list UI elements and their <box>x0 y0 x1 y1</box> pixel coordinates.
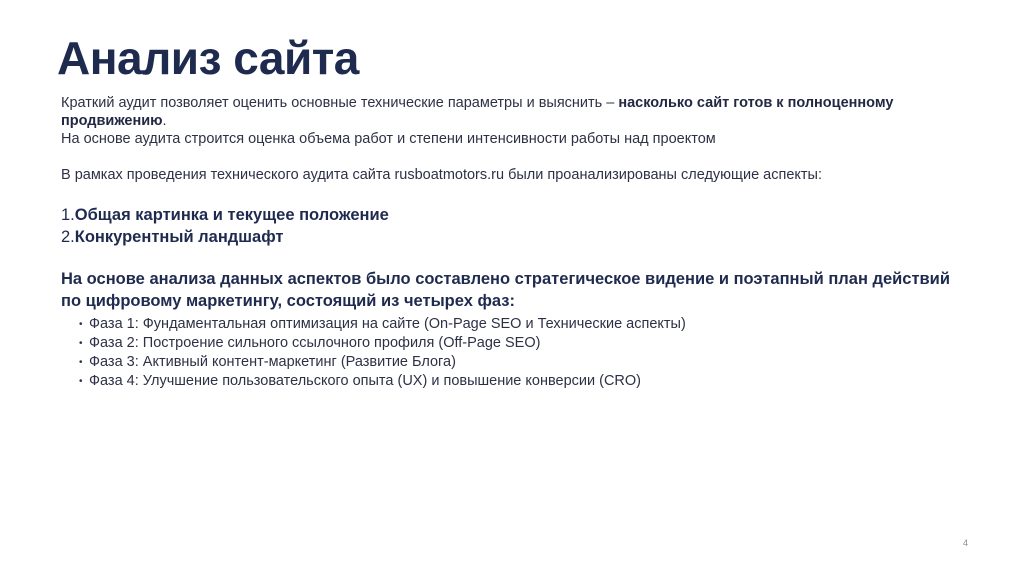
phase-item <box>79 372 961 391</box>
phase-text: Фаза 3: Активный контент-маркетинг (Развитие Блога) <box>89 354 456 370</box>
intro-paragraph <box>61 94 961 130</box>
phase-item <box>79 353 961 372</box>
aspect-text: Общая картинка и текущее положение <box>74 206 389 224</box>
intro-line-2: На основе аудита строится оценка объема работ и степени интенсивности работы над проектом <box>61 131 716 147</box>
aspect-item <box>61 204 961 226</box>
scope-paragraph: В рамках проведения технического аудита сайта rusboatmotors.ru были проанализированы следующие аспекты: <box>61 167 823 183</box>
bullet-icon: • <box>79 319 83 330</box>
aspect-item <box>61 226 961 248</box>
slide-content <box>61 94 961 391</box>
intro-period: . <box>162 113 167 129</box>
intro-bold-text: насколько сайт готов к полноценному продвижению <box>61 95 894 129</box>
aspect-text: Конкурентный ландшафт <box>74 228 284 246</box>
bullet-icon: • <box>79 357 83 368</box>
aspect-number: 1. <box>61 206 75 224</box>
slide-title: Анализ сайта <box>57 32 359 84</box>
aspects-list <box>61 204 961 248</box>
page-number: 4 <box>962 538 968 548</box>
aspect-number: 2. <box>61 228 75 246</box>
phase-item <box>79 334 961 353</box>
bullet-icon: • <box>79 338 83 349</box>
phases-list <box>61 315 961 391</box>
phase-text: Фаза 1: Фундаментальная оптимизация на сайте (On-Page SEO и Технические аспекты) <box>89 316 686 332</box>
phase-item <box>79 315 961 334</box>
bullet-icon: • <box>79 376 83 387</box>
phase-text: Фаза 4: Улучшение пользовательского опыта (UX) и повышение конверсии (CRO) <box>89 373 642 389</box>
phase-text: Фаза 2: Построение сильного ссылочного профиля (Off-Page SEO) <box>89 335 541 351</box>
strategy-paragraph: На основе анализа данных аспектов было составлено стратегическое видение и поэтапный план действий по цифровому маркетингу, состоящий из четырех фаз: <box>61 270 950 310</box>
intro-text: Краткий аудит позволяет оценить основные технические параметры и выяснить – <box>61 95 619 111</box>
